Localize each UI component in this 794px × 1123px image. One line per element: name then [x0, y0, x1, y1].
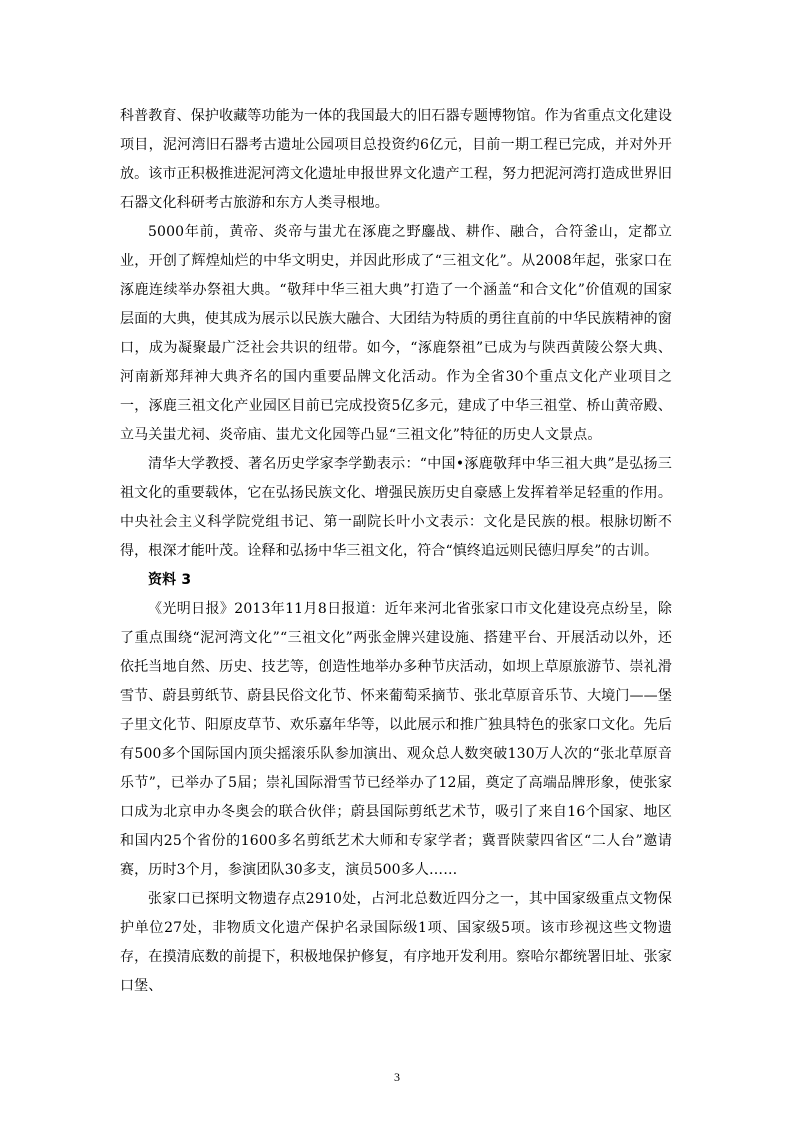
paragraph: 科普教育、保护收藏等功能为一体的我国最大的旧石器专题博物馆。作为省重点文化建设项目，泥河湾旧石器考古遗址公园项目总投资约6亿元，目前一期工程已完成，并对外开放。该市正积极推进泥河湾文化遗址申报世界文化遗产工程，努力把泥河湾打造成世界旧石器文化科研考古旅游和东方人类寻根地。	[120, 108, 672, 211]
document-body	[120, 102, 672, 1001]
paragraph: 清华大学教授、著名历史学家李学勤表示：“中国•涿鹿敬拜中华三祖大典”是弘扬三祖文化的重要载体，它在弘扬民族文化、增强民族历史自豪感上发挥着举足轻重的作用。中央社会主义科学院党组书记、第一副院长叶小文表示：文化是民族的根。根脉切断不得，根深才能叶茂。诠释和弘扬中华三祖文化，符合“慎终追远则民德归厚矣”的古训。	[120, 456, 672, 559]
page-number: 3	[394, 1070, 400, 1084]
paragraph: 张家口已探明文物遗存点2910处，占河北总数近四分之一，其中国家级重点文物保护单位27处，非物质文化遗产保护名录国际级1项、国家级5项。该市珍视这些文物遗存，在摸清底数的前提下，积极地保护修复，有序地开发利用。察哈尔都统署旧址、张家口堡、	[120, 891, 672, 994]
paragraph: 5000年前，黄帝、炎帝与蚩尤在涿鹿之野鏖战、耕作、融合，合符釜山，定都立业，开创了辉煌灿烂的中华文明史，并因此形成了“三祖文化”。从2008年起，张家口在涿鹿连续举办祭祖大典。“敬拜中华三祖大典”打造了一个涵盖“和合文化”价值观的国家层面的大典，使其成为展示以民族大融合、大团结为特质的勇往直前的中华民族精神的窗口，成为凝聚最广泛社会共识的纽带。如今，“涿鹿祭祖”已成为与陕西黄陵公祭大典、河南新郑拜神大典齐名的国内重要品牌文化活动。作为全省30个重点文化产业项目之一，涿鹿三祖文化产业园区目前已完成投资5亿多元，建成了中华三祖堂、桥山黄帝殿、立马关蚩尤祠、炎帝庙、蚩尤文化园等凸显“三祖文化”特征的历史人文景点。	[120, 224, 672, 443]
section-heading: 资料 3	[148, 572, 192, 588]
paragraph: 《光明日报》2013年11月8日报道：近年来河北省张家口市文化建设亮点纷呈，除了重点围绕“泥河湾文化”“三祖文化”两张金牌兴建设施、搭建平台、开展活动以外，还依托当地自然、历史、技艺等，创造性地举办多种节庆活动，如坝上草原旅游节、崇礼滑雪节、蔚县剪纸节、蔚县民俗文化节、怀来葡萄采摘节、张北草原音乐节、大境门——堡子里文化节、阳原皮草节、欢乐嘉年华等，以此展示和推广独具特色的张家口文化。先后有500多个国际国内顶尖摇滚乐队参加演出、观众总人数突破130万人次的“张北草原音乐节”，已举办了5届；崇礼国际滑雪节已经举办了12届，奠定了高端品牌形象，使张家口成为北京申办冬奥会的联合伙伴；蔚县国际剪纸艺术节，吸引了来自16个国家、地区和国内25个省份的1600多名剪纸艺术大师和专家学者；冀晋陕蒙四省区“二人台”邀请赛，历时3个月，参演团队30多支，演员500多人……	[120, 601, 672, 878]
